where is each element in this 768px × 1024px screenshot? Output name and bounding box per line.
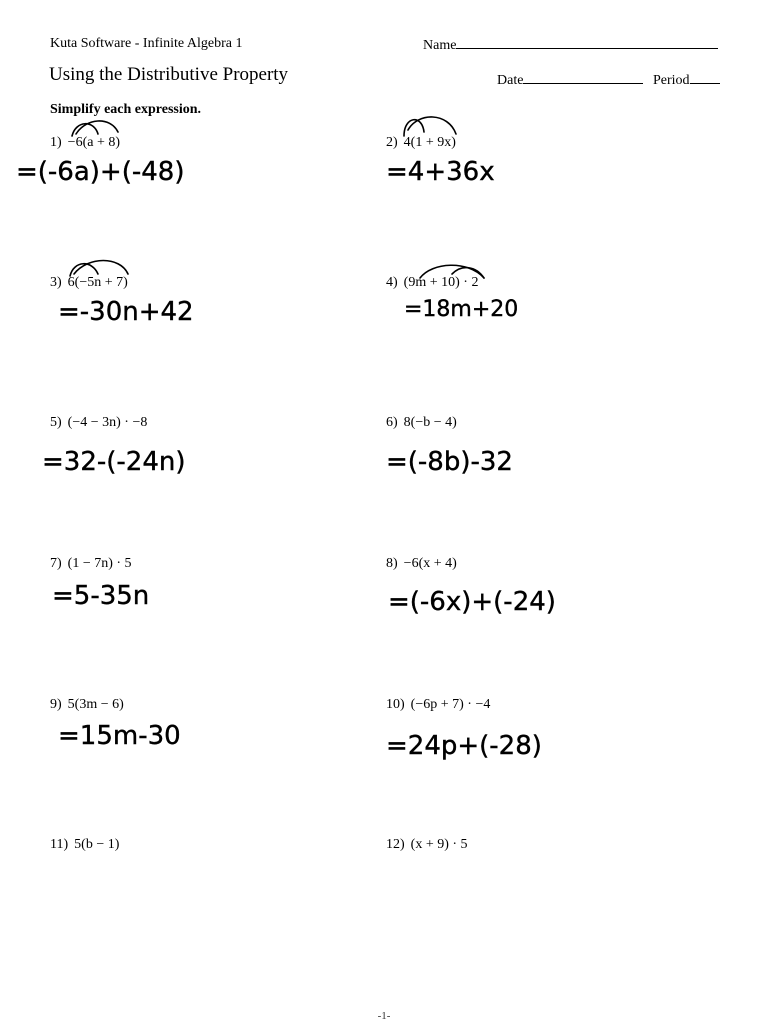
problem-expression: (1 − 7n) · 5 bbox=[67, 556, 132, 571]
problem-number: 9) bbox=[50, 697, 62, 712]
problem-number: 10) bbox=[386, 697, 405, 712]
problem-10 bbox=[386, 697, 490, 713]
problem-11 bbox=[50, 837, 119, 853]
problem-number: 6) bbox=[386, 415, 398, 430]
handwritten-answer-3 bbox=[56, 290, 216, 330]
handwritten-answer-6 bbox=[384, 440, 534, 480]
answer-text: =-30n+42 bbox=[58, 297, 194, 327]
problem-number: 8) bbox=[386, 556, 398, 571]
date-period-row bbox=[497, 71, 720, 89]
problem-expression: 8(−b − 4) bbox=[403, 415, 457, 430]
period-blank[interactable] bbox=[690, 71, 720, 84]
distribution-arc-mark bbox=[64, 258, 136, 280]
answer-text: =15m-30 bbox=[58, 721, 181, 751]
name-label: Name bbox=[423, 38, 457, 53]
answer-text: =(-6x)+(-24) bbox=[388, 587, 556, 617]
problem-number: 3) bbox=[50, 275, 62, 290]
handwritten-answer-7 bbox=[50, 576, 180, 616]
problem-expression: (−6p + 7) · −4 bbox=[410, 697, 491, 712]
handwritten-answer-8 bbox=[386, 580, 566, 620]
problem-expression: 5(b − 1) bbox=[74, 837, 120, 852]
handwritten-answer-5 bbox=[40, 440, 230, 480]
handwritten-answer-1 bbox=[14, 150, 194, 190]
problem-number: 12) bbox=[386, 837, 405, 852]
problem-number: 4) bbox=[386, 275, 398, 290]
handwritten-answer-9 bbox=[56, 714, 196, 754]
problem-expression: 4(1 + 9x) bbox=[403, 135, 456, 150]
period-label: Period bbox=[652, 73, 690, 88]
problem-number: 7) bbox=[50, 556, 62, 571]
handwritten-answer-10 bbox=[384, 724, 564, 764]
problem-expression: (9m + 10) · 2 bbox=[403, 275, 479, 290]
problem-7 bbox=[50, 556, 132, 572]
problem-9 bbox=[50, 697, 124, 713]
date-label: Date bbox=[497, 73, 524, 88]
problem-expression: (x + 9) · 5 bbox=[410, 837, 468, 852]
handwritten-answer-2 bbox=[384, 150, 524, 190]
instructions: Simplify each expression. bbox=[50, 102, 202, 117]
date-blank[interactable] bbox=[523, 71, 643, 84]
answer-text: =4+36x bbox=[386, 157, 495, 187]
problem-8 bbox=[386, 556, 457, 572]
problem-12 bbox=[386, 837, 468, 853]
problem-expression: −6(x + 4) bbox=[403, 556, 457, 571]
problem-5 bbox=[50, 415, 147, 431]
problem-expression: 5(3m − 6) bbox=[67, 697, 124, 712]
problem-expression: (−4 − 3n) · −8 bbox=[67, 415, 148, 430]
problem-number: 5) bbox=[50, 415, 62, 430]
problem-number: 2) bbox=[386, 135, 398, 150]
answer-text: =5-35n bbox=[52, 581, 150, 611]
distribution-arc-mark bbox=[66, 118, 126, 140]
answer-text: =24p+(-28) bbox=[386, 731, 542, 761]
worksheet-title: Using the Distributive Property bbox=[49, 64, 289, 85]
name-field[interactable] bbox=[423, 36, 718, 54]
answer-text: =(-8b)-32 bbox=[386, 447, 513, 477]
answer-text: =32-(-24n) bbox=[42, 447, 186, 477]
distribution-arc-mark bbox=[398, 112, 468, 140]
handwritten-answer-4 bbox=[402, 290, 522, 326]
worksheet-brand: Kuta Software - Infinite Algebra 1 bbox=[50, 36, 243, 51]
distribution-arc-mark bbox=[412, 260, 492, 282]
problem-expression: 6(−5n + 7) bbox=[67, 275, 128, 290]
problem-6 bbox=[386, 415, 457, 431]
answer-text: =18m+20 bbox=[404, 297, 519, 322]
problem-number: 11) bbox=[50, 837, 69, 852]
name-blank[interactable] bbox=[456, 36, 718, 49]
problem-expression: −6(a + 8) bbox=[67, 135, 121, 150]
problem-number: 1) bbox=[50, 135, 62, 150]
page-number: -1- bbox=[377, 1010, 391, 1022]
answer-text: =(-6a)+(-48) bbox=[16, 157, 185, 187]
